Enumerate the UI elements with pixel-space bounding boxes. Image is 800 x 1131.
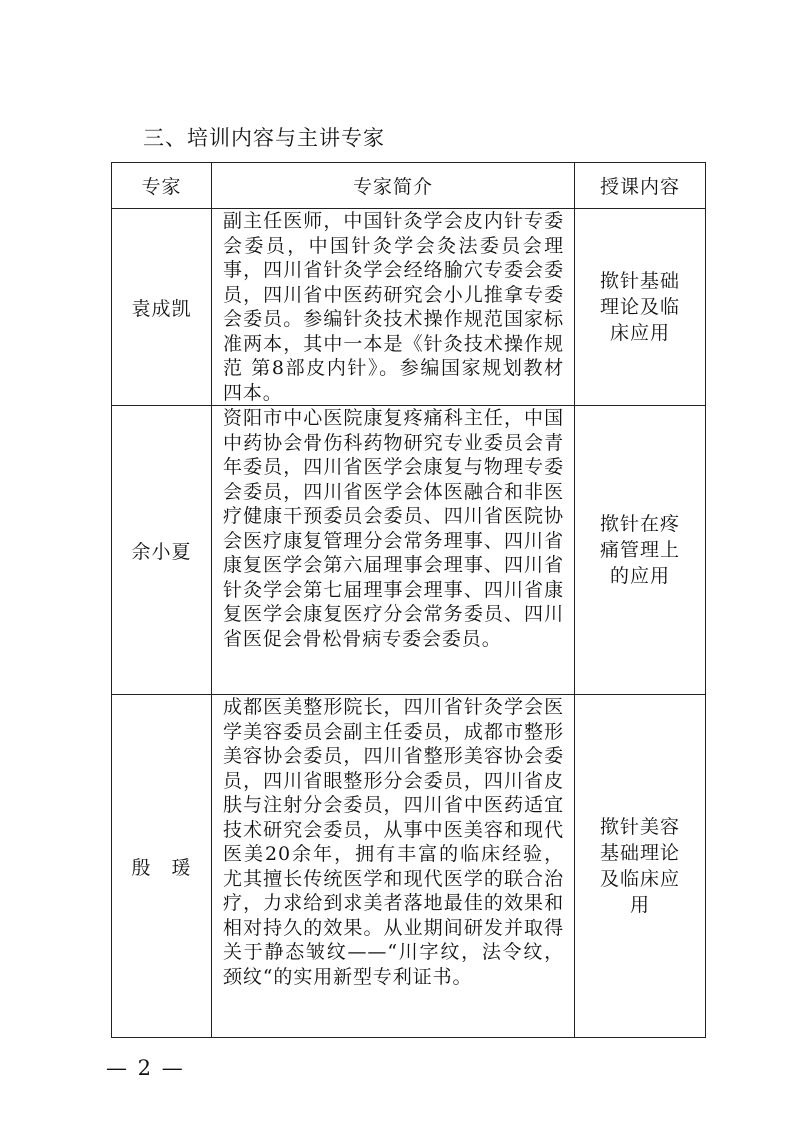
course-content: 揿针基础理论及临床应用: [575, 209, 706, 406]
expert-bio: 副主任医师，中国针灸学会皮内针专委会委员，中国针灸学会灸法委员会理事，四川省针灸学会经络腧穴专委会委员，四川省中医药研究会小儿推拿专委会委员。参编针灸技术操作规范国家标准两本，其中一本是《针灸技术操作规范 第8部皮内针》。参编国家规划教材四本。: [212, 209, 575, 406]
course-content: 揿针美容基础理论及临床应用: [575, 695, 706, 1038]
expert-name: 余小夏: [112, 406, 212, 695]
table-header-row: [112, 163, 706, 209]
table-row: [112, 209, 706, 406]
header-course: 授课内容: [575, 163, 706, 209]
table-row: [112, 406, 706, 695]
course-content: 揿针在疼痛管理上的应用: [575, 406, 706, 695]
expert-name: 殷 瑗: [112, 695, 212, 1038]
header-expert: 专家: [112, 163, 212, 209]
page-number: — 2 —: [106, 1056, 185, 1080]
header-bio: 专家简介: [212, 163, 575, 209]
table-row: [112, 695, 706, 1038]
expert-bio: 成都医美整形院长，四川省针灸学会医学美容委员会副主任委员，成都市整形美容协会委员，四川省整形美容协会委员，四川省眼整形分会委员，四川省皮肤与注射分会委员，四川省中医药适宜技术研究会委员，从事中医美容和现代医美20余年，拥有丰富的临床经验，尤其擅长传统医学和现代医学的联合治疗，力求给到求美者落地最佳的效果和相对持久的效果。从业期间研发并取得关于静态皱纹——“川字纹，法令纹，颈纹“的实用新型专利证书。: [212, 695, 575, 1038]
expert-bio: 资阳市中心医院康复疼痛科主任，中国中药协会骨伤科药物研究专业委员会青年委员，四川省医学会康复与物理专委会委员，四川省医学会体医融合和非医疗健康干预委员会委员、四川省医院协会医疗康复管理分会常务理事、四川省康复医学会第六届理事会理事、四川省针灸学会第七届理事会理事、四川省康复医学会康复医疗分会常务委员、四川省医促会骨松骨病专委会委员。: [212, 406, 575, 695]
section-heading: 三、培训内容与主讲专家: [143, 126, 385, 150]
expert-name: 袁成凯: [112, 209, 212, 406]
experts-table: [111, 162, 706, 1038]
